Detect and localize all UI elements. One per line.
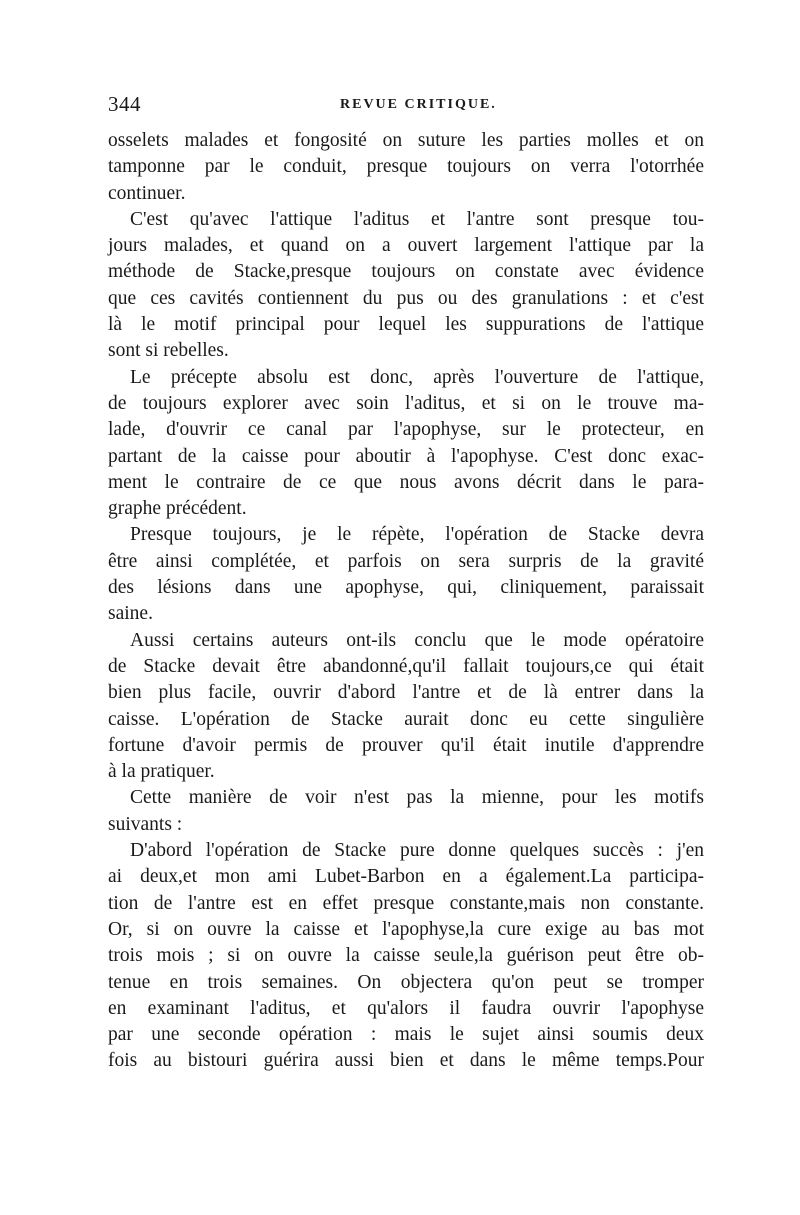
text-line: saine. — [108, 603, 153, 625]
text-line: lade, d'ouvrir ce canal par l'apophyse, sur le protecteur, en — [108, 419, 704, 441]
text-line: méthode de Stacke,presque toujours on constate avec évidence — [108, 261, 704, 283]
text-line: tamponne par le conduit, presque toujours on verra l'otorrhée — [108, 156, 704, 178]
paragraph — [108, 522, 704, 627]
text-line: à la pratiquer. — [108, 761, 215, 783]
text-line: Presque toujours, je le répète, l'opération de Stacke devra — [130, 524, 704, 546]
text-line: Cette manière de voir n'est pas la mienne, pour les motifs — [130, 787, 704, 809]
text-line: D'abord l'opération de Stacke pure donne quelques succès : j'en — [130, 840, 704, 862]
text-line: suivants : — [108, 813, 183, 835]
text-line: Aussi certains auteurs ont-ils conclu que le mode opératoire — [130, 629, 704, 651]
text-line: trois mois ; si on ouvre la caisse seule,la guérison peut être ob- — [108, 945, 704, 967]
text-line: des lésions dans une apophyse, qui, cliniquement, paraissait — [108, 577, 704, 599]
text-line: fois au bistouri guérira aussi bien et dans le même temps.Pour — [108, 1050, 704, 1072]
text-line: par une seconde opération : mais le sujet ainsi soumis deux — [108, 1024, 704, 1046]
text-line: de toujours explorer avec soin l'aditus, et si on le trouve ma- — [108, 392, 704, 414]
text-line: fortune d'avoir permis de prouver qu'il était inutile d'apprendre — [108, 734, 704, 756]
text-line: caisse. L'opération de Stacke aurait donc eu cette singulière — [108, 708, 704, 730]
text-line: tion de l'antre est en effet presque constante,mais non constante. — [108, 892, 704, 914]
text-line: continuer. — [108, 182, 186, 204]
text-line: tenue en trois semaines. On objectera qu'on peut se tromper — [108, 971, 704, 993]
text-line: bien plus facile, ouvrir d'abord l'antre et de là entrer dans la — [108, 682, 704, 704]
text-line: sont si rebelles. — [108, 340, 229, 362]
text-line: osselets malades et fongosité on suture les parties molles et on — [108, 130, 704, 151]
paragraph — [108, 128, 704, 207]
text-line: être ainsi complétée, et parfois on sera surpris de la gravité — [108, 550, 704, 572]
text-line: Le précepte absolu est donc, après l'ouverture de l'attique, — [130, 366, 704, 388]
text-line: Or, si on ouvre la caisse et l'apophyse,la cure exige au bas mot — [108, 918, 704, 940]
text-line: ment le contraire de ce que nous avons décrit dans le para- — [108, 471, 704, 493]
text-line: partant de la caisse pour aboutir à l'apophyse. C'est donc exac- — [108, 445, 704, 467]
paragraph — [108, 838, 704, 1075]
paragraph — [108, 785, 704, 838]
paragraph — [108, 365, 704, 523]
text-line: graphe précédent. — [108, 498, 247, 520]
text-line: là le motif principal pour lequel les suppurations de l'attique — [108, 314, 704, 336]
text-line: en examinant l'aditus, et qu'alors il faudra ouvrir l'apophyse — [108, 997, 704, 1019]
text-line: jours malades, et quand on a ouvert largement l'attique par la — [108, 235, 704, 257]
running-title: REVUE CRITIQUE. — [340, 97, 497, 112]
paragraph — [108, 628, 704, 786]
text-line: C'est qu'avec l'attique l'aditus et l'antre sont presque tou- — [130, 208, 704, 230]
body-text — [108, 128, 704, 1075]
text-line: ai deux,et mon ami Lubet-Barbon en a également.La participa- — [108, 866, 704, 888]
running-head — [108, 92, 704, 122]
text-line: que ces cavités contiennent du pus ou des granulations : et c'est — [108, 287, 704, 309]
text-line: de Stacke devait être abandonné,qu'il fallait toujours,ce qui était — [108, 655, 704, 677]
page-number: 344 — [108, 92, 141, 116]
paragraph — [108, 207, 704, 365]
